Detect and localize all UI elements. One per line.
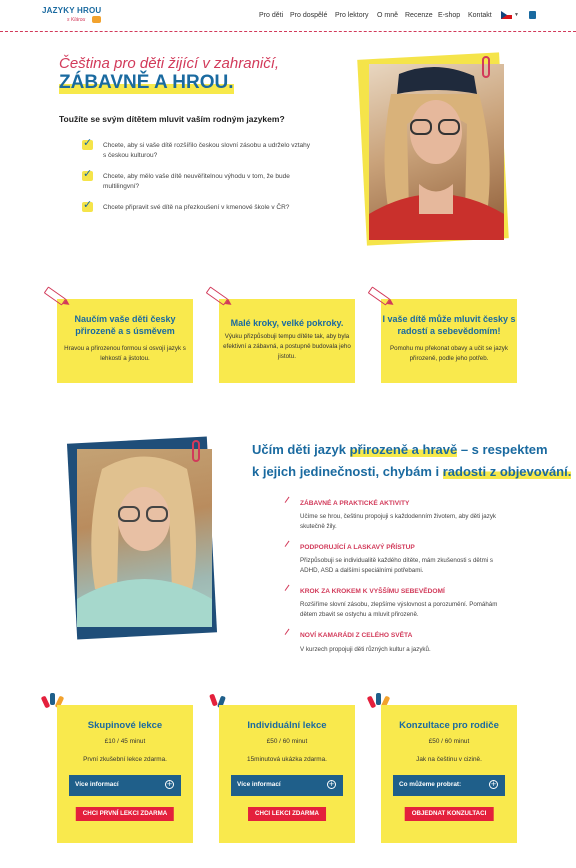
about-heading-line2	[252, 462, 571, 482]
cart-icon[interactable]	[529, 11, 536, 19]
feature-text: Přizpůsobuji se individualitě každého dítěte, mám zkušenosti s dětmi s ADHD, ASD a dalšími speciálními potřebami.	[300, 557, 493, 574]
check-icon: ✓	[83, 198, 93, 211]
pencil-icon	[206, 286, 229, 305]
plus-circle-icon: +	[490, 780, 497, 788]
accordion-label: Více informací	[237, 781, 281, 788]
about-heading-line1	[252, 440, 548, 460]
about-heading-text: – s respektem	[460, 442, 548, 457]
hero-subtitle: Čeština pro děti žijící v zahraničí,	[59, 55, 280, 72]
nav-pro-deti[interactable]: Pro děti	[259, 12, 284, 19]
hero-check-1: Chcete, aby si vaše dítě rozšířilo českou slovní zásobu a udrželo vztahy s českou kulturou?	[103, 142, 311, 159]
hero-title: ZÁBAVNĚ A HROU.	[59, 72, 234, 93]
feature-title: ZÁBAVNÉ A PRAKTICKÉ AKTIVITY	[300, 500, 410, 507]
chevron-down-icon[interactable]: ▼	[514, 12, 519, 18]
pencil-icon	[285, 541, 295, 551]
benefit-card-2	[219, 299, 355, 383]
logo-line1: JAZYKY HROU	[42, 6, 102, 15]
benefit-title: Malé kroky, velké pokroky.	[230, 318, 344, 328]
feature-title: NOVÍ KAMARÁDI Z CELÉHO SVĚTA	[300, 632, 413, 639]
nav-pro-dospele[interactable]: Pro dospělé	[290, 12, 328, 19]
pencil-icon	[285, 497, 295, 507]
check-icon: ✓	[83, 136, 93, 149]
feature-text: Rozšiříme slovní zásobu, zlepšíme výslovnost a porozumění. Pomáhám dětem zbavit se ostychu a mluvit přirozeně.	[300, 601, 498, 618]
offer-note: První zkušební lekce zdarma.	[83, 756, 167, 763]
about-heading-text: Učím děti jazyk	[252, 442, 346, 457]
about-heading-text: k jejich jedinečnosti, chybám i	[252, 464, 440, 479]
offer-card-consultation	[381, 705, 517, 843]
logo-badge-icon	[92, 16, 101, 23]
offer-note: 15minutová ukázka zdarma.	[247, 756, 327, 763]
benefit-title: Naučím vaše děti česky přirozeně a s úsměvem	[74, 314, 176, 336]
benefit-text: Pomohu mu překonat obavy a učit se jazyk přirozeně, podle jeho potřeb.	[390, 345, 508, 362]
offer-card-group	[57, 705, 193, 843]
feature-title: PODPORUJÍCÍ A LASKAVÝ PŘÍSTUP	[300, 544, 415, 551]
free-lesson-button[interactable]: CHCI PRVNÍ LEKCI ZDARMA	[76, 807, 174, 821]
benefit-card-3	[381, 299, 517, 383]
feature-text: V kurzech propojuji děti různých kultur a jazyků.	[300, 646, 431, 653]
about-heading-highlight: radosti z objevování.	[442, 464, 572, 479]
nav-eshop[interactable]: E-shop	[438, 12, 461, 19]
nav-o-mne[interactable]: O mně	[377, 12, 399, 19]
logo-line2: s Klárou	[67, 17, 86, 23]
lesson-button[interactable]: CHCI LEKCI ZDARMA	[248, 807, 326, 821]
paperclip-icon	[482, 56, 490, 78]
offer-card-individual	[219, 705, 355, 843]
accordion-label: Co můžeme probrat:	[399, 781, 462, 788]
check-icon: ✓	[83, 167, 93, 180]
offer-title: Konzultace pro rodiče	[399, 720, 499, 731]
czech-flag-icon[interactable]	[501, 11, 512, 19]
feature-text: Učíme se hrou, češtinu propojuji s každodenním životem, aby děti jazyk skutečně žily.	[300, 513, 497, 530]
benefit-text: Hravou a přirozenou formou si osvojí jazyk s lehkostí a jistotou.	[64, 345, 186, 362]
more-info-accordion[interactable]	[231, 775, 343, 796]
nav-kontakt[interactable]: Kontakt	[468, 12, 492, 19]
more-info-accordion[interactable]	[69, 775, 181, 796]
offer-title: Skupinové lekce	[87, 720, 163, 731]
offer-price: £50 / 60 minut	[428, 738, 470, 745]
accordion-label: Více informací	[75, 781, 119, 788]
benefit-text: Výuku přizpůsobuji tempu dítěte tak, aby byla efektivní a zábavná, a postupně budovala jeho jistotu.	[223, 333, 351, 360]
pencil-icon	[44, 286, 67, 305]
plus-circle-icon: +	[166, 780, 173, 788]
pencil-icon	[285, 585, 295, 595]
site-logo[interactable]	[42, 6, 104, 26]
nav-recenze[interactable]: Recenze	[405, 12, 433, 19]
book-consultation-button[interactable]: OBJEDNAT KONZULTACI	[405, 807, 494, 821]
site-header	[0, 0, 576, 32]
nav-pro-lektory[interactable]: Pro lektory	[335, 12, 369, 19]
pencil-icon	[285, 629, 295, 639]
hero-check-3: Chcete připravit své dítě na přezkoušení v kmenové škole v ČR?	[103, 204, 290, 211]
topics-accordion[interactable]	[393, 775, 505, 796]
benefit-card-1	[57, 299, 193, 383]
offer-price: £10 / 45 minut	[104, 738, 146, 745]
pencil-icon	[368, 286, 391, 305]
feature-title: KROK ZA KROKEM K VYŠŠÍMU SEBEVĚDOMÍ	[300, 588, 445, 595]
hero-question: Toužíte se svým dítětem mluvit vaším rodným jazykem?	[59, 114, 285, 124]
teacher-photo-1	[369, 64, 504, 240]
offer-price: £50 / 60 minut	[266, 738, 308, 745]
plus-circle-icon: +	[328, 780, 335, 788]
teacher-photo-2	[77, 449, 212, 627]
offer-title: Individuální lekce	[247, 720, 327, 731]
benefit-title: I vaše dítě může mluvit česky s radostí a sebevědomím!	[382, 314, 516, 336]
offer-note: Jak na češtinu v cizině.	[416, 756, 482, 763]
paperclip-icon	[192, 440, 200, 462]
about-heading-highlight: přirozeně a hravě	[349, 442, 458, 457]
hero-check-2: Chcete, aby mělo vaše dítě neuvěřitelnou výhodu v tom, že bude multilingvní?	[103, 173, 290, 190]
